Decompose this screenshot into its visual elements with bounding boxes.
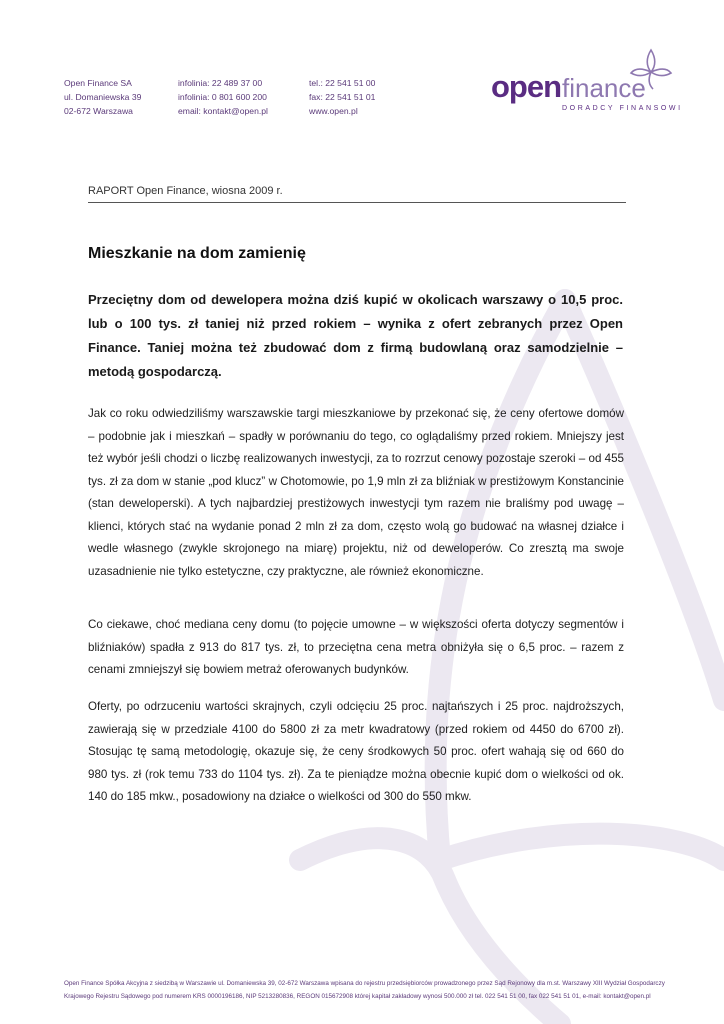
company-city: 02-672 Warszawa — [64, 106, 133, 116]
company-street: ul. Domaniewska 39 — [64, 92, 142, 102]
page-title: Mieszkanie na dom zamienię — [88, 245, 306, 262]
open-finance-logo — [488, 46, 683, 116]
lead-paragraph: Przeciętny dom od dewelopera można dziś kupić w okolicach warszawy o 10,5 proc. lub o 100 tys. zł taniej niż przed rokiem – wynika z ofert zebranych przez Open Finance. Taniej można też zbudować dom z firmą budowlaną oraz samodzielnie – metodą gospodarczą. — [88, 292, 623, 379]
footer-line-2: Krajowego Rejestru Sądowego pod numerem KRS 0000196186, NIP 5213280836, REGON 015672908 której kapitał zakładowy wynosi 500.000 zł tel. 022 541 51 00, fax 022 541 51 01, e-mail: kontakt@open.pl — [64, 992, 651, 1000]
legal-footer — [64, 978, 672, 1003]
body-paragraph-3: Oferty, po odrzuceniu wartości skrajnych, czyli odcięciu 25 proc. najtańszych i 25 proc. najdroższych, zawierają się w przedziale 4100 do 5800 zł za metr kwadratowy (przed rokiem od 4450 do 6700 zł). Stosując tę samą metodologię, okazuje się, że ceny środkowych 50 proc. ofert wahają się od 660 do 980 tys. zł (rok temu 733 do 1104 tys. zł). Za te pieniądze można obecnie kupić dom o wielkości od ok. 140 do 185 mkw., posadowiony na działce o wielkości od 300 do 550 mkw. — [88, 700, 624, 803]
footer-line-1: Open Finance Spółka Akcyjna z siedzibą w Warszawie ul. Domaniewska 39, 02-672 Warszawa wpisana do rejestru przedsiębiorców prowadzonego przez Sąd Rejonowy dla m.st. Warszawy XIII Wydział Gospodarczy — [64, 980, 665, 987]
company-name: Open Finance SA — [64, 78, 132, 88]
website-link[interactable]: www.open.pl — [309, 106, 358, 116]
header-infolinia-column — [178, 76, 268, 118]
logo-word-finance: finance — [562, 73, 646, 103]
header-tel-column — [309, 76, 375, 118]
infolinia-1: infolinia: 22 489 37 00 — [178, 78, 263, 88]
email-link[interactable]: email: kontakt@open.pl — [178, 106, 268, 116]
report-line: RAPORT Open Finance, wiosna 2009 r. — [88, 185, 283, 197]
header-divider — [88, 202, 626, 203]
body-paragraph-1: Jak co roku odwiedziliśmy warszawskie targi mieszkaniowe by przekonać się, że ceny ofertowe domów – podobnie jak i mieszkań – spadły w porównaniu do tego, co oglądaliśmy przed rokiem. Mniejszy jest też wybór jeśli chodzi o liczbę realizowanych inwestycji, za to rozrzut cenowy pozostaje szeroki – od 455 tys. zł za dom w stanie „pod klucz” w Chotomowie, po 1,9 mln zł za bliźniak w prestiżowym Konstancinie (stan deweloperski). A tych najbardziej prestiżowych inwestycji tym razem nie braliśmy pod uwagę – klienci, których stać na wydanie ponad 2 mln zł za dom, często wolą go budować na własnej działce i wedle własnego (zwykle skrojonego na miarę) projektu, niż od deweloperów. Co zresztą ma swoje uzasadnienie nie tylko estetyczne, czy praktyczne, ale również ekonomiczne. — [88, 407, 624, 578]
fax-number: fax: 22 541 51 01 — [309, 92, 376, 102]
logo-subtitle: DORADCY FINANSOWI — [562, 105, 683, 112]
infolinia-2: infolinia: 0 801 600 200 — [178, 92, 267, 102]
header-company-column — [64, 76, 141, 118]
tel-number: tel.: 22 541 51 00 — [309, 78, 376, 88]
logo-word-open: open — [491, 69, 562, 104]
body-paragraph-2: Co ciekawe, choć mediana ceny domu (to pojęcie umowne – w większości oferta dotyczy segmentów i bliźniaków) spadła z 913 do 817 tys. zł, to przeciętna cena metra obniżyła się o 6,5 proc. – razem z cenami zmniejszył się bowiem metraż oferowanych budynków. — [88, 618, 624, 676]
